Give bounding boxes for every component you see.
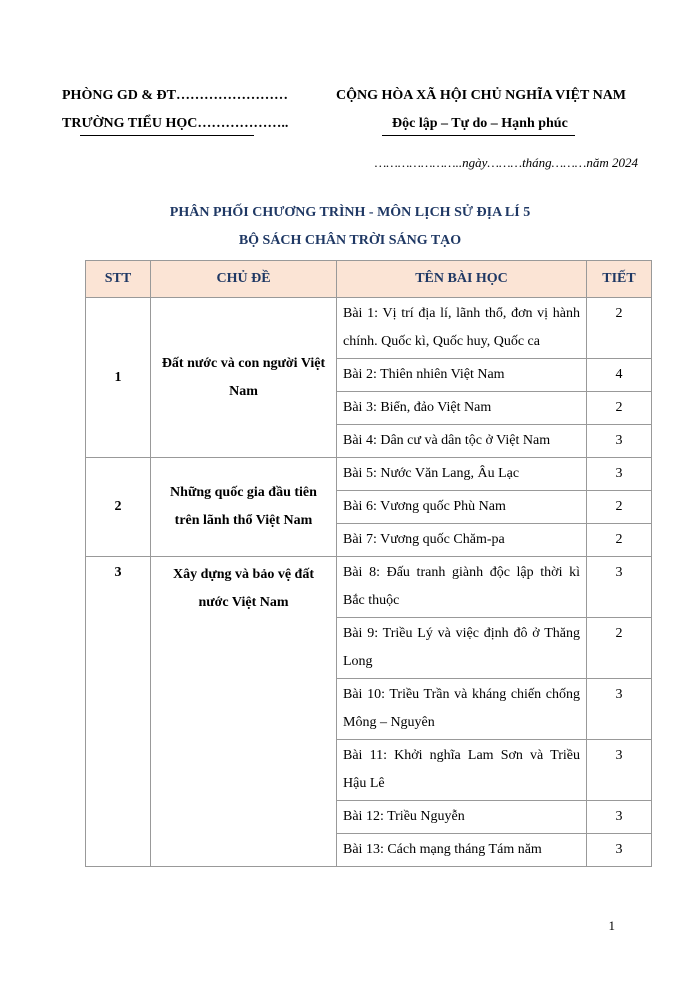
table-row [86, 298, 652, 359]
stt-cell: 2 [86, 458, 151, 557]
col-header-stt: STT [86, 261, 151, 298]
motto-heading: Độc lập – Tự do – Hạnh phúc [392, 116, 568, 131]
period-cell: 3 [587, 801, 652, 834]
period-cell: 3 [587, 679, 652, 740]
stt-cell: 1 [86, 298, 151, 458]
lesson-cell: Bài 6: Vương quốc Phù Nam [337, 491, 587, 524]
curriculum-table [85, 260, 652, 867]
date-line: …………………..ngày………tháng………năm 2024 [374, 155, 638, 170]
motto-underline [382, 135, 575, 136]
lesson-cell: Bài 1: Vị trí địa lí, lãnh thổ, đơn vị hành chính. Quốc kì, Quốc huy, Quốc ca [337, 298, 587, 359]
col-header-topic: CHỦ ĐỀ [151, 261, 337, 298]
period-cell: 3 [587, 740, 652, 801]
lesson-cell: Bài 8: Đấu tranh giành độc lập thời kì Bắc thuộc [337, 557, 587, 618]
stt-cell: 3 [86, 557, 151, 867]
nation-heading: CỘNG HÒA XÃ HỘI CHỦ NGHĨA VIỆT NAM [336, 88, 627, 103]
lesson-cell: Bài 7: Vương quốc Chăm-pa [337, 524, 587, 557]
lesson-cell: Bài 5: Nước Văn Lang, Âu Lạc [337, 458, 587, 491]
table-row [86, 557, 652, 618]
school-label: TRƯỜNG TIỂU HỌC……………….. [62, 116, 289, 131]
topic-cell: Đất nước và con người Việt Nam [151, 298, 337, 458]
lesson-cell: Bài 12: Triều Nguyễn [337, 801, 587, 834]
lesson-cell: Bài 11: Khởi nghĩa Lam Sơn và Triều Hậu Lê [337, 740, 587, 801]
lesson-cell: Bài 2: Thiên nhiên Việt Nam [337, 359, 587, 392]
period-cell: 2 [587, 392, 652, 425]
period-cell: 2 [587, 524, 652, 557]
document-title: PHÂN PHỐI CHƯƠNG TRÌNH - MÔN LỊCH SỬ ĐỊA LÍ 5 [169, 205, 531, 220]
lesson-cell: Bài 3: Biển, đảo Việt Nam [337, 392, 587, 425]
lesson-cell: Bài 9: Triều Lý và việc định đô ở Thăng Long [337, 618, 587, 679]
col-header-periods: TIẾT [587, 261, 652, 298]
period-cell: 2 [587, 618, 652, 679]
school-underline [80, 135, 254, 136]
department-label: PHÒNG GD & ĐT…………………… [62, 88, 288, 103]
col-header-lesson: TÊN BÀI HỌC [337, 261, 587, 298]
period-cell: 4 [587, 359, 652, 392]
period-cell: 3 [587, 834, 652, 867]
period-cell: 3 [587, 425, 652, 458]
period-cell: 3 [587, 458, 652, 491]
topic-cell: Xây dựng và bảo vệ đất nước Việt Nam [151, 557, 337, 867]
period-cell: 2 [587, 298, 652, 359]
table-header-row [86, 261, 652, 298]
document-subtitle: BỘ SÁCH CHÂN TRỜI SÁNG TẠO [238, 233, 462, 248]
lesson-cell: Bài 10: Triều Trần và kháng chiến chống Mông – Nguyên [337, 679, 587, 740]
table-row [86, 458, 652, 491]
page-number: 1 [608, 918, 615, 933]
lesson-cell: Bài 13: Cách mạng tháng Tám năm [337, 834, 587, 867]
period-cell: 3 [587, 557, 652, 618]
topic-cell: Những quốc gia đầu tiên trên lãnh thổ Việt Nam [151, 458, 337, 557]
period-cell: 2 [587, 491, 652, 524]
lesson-cell: Bài 4: Dân cư và dân tộc ở Việt Nam [337, 425, 587, 458]
